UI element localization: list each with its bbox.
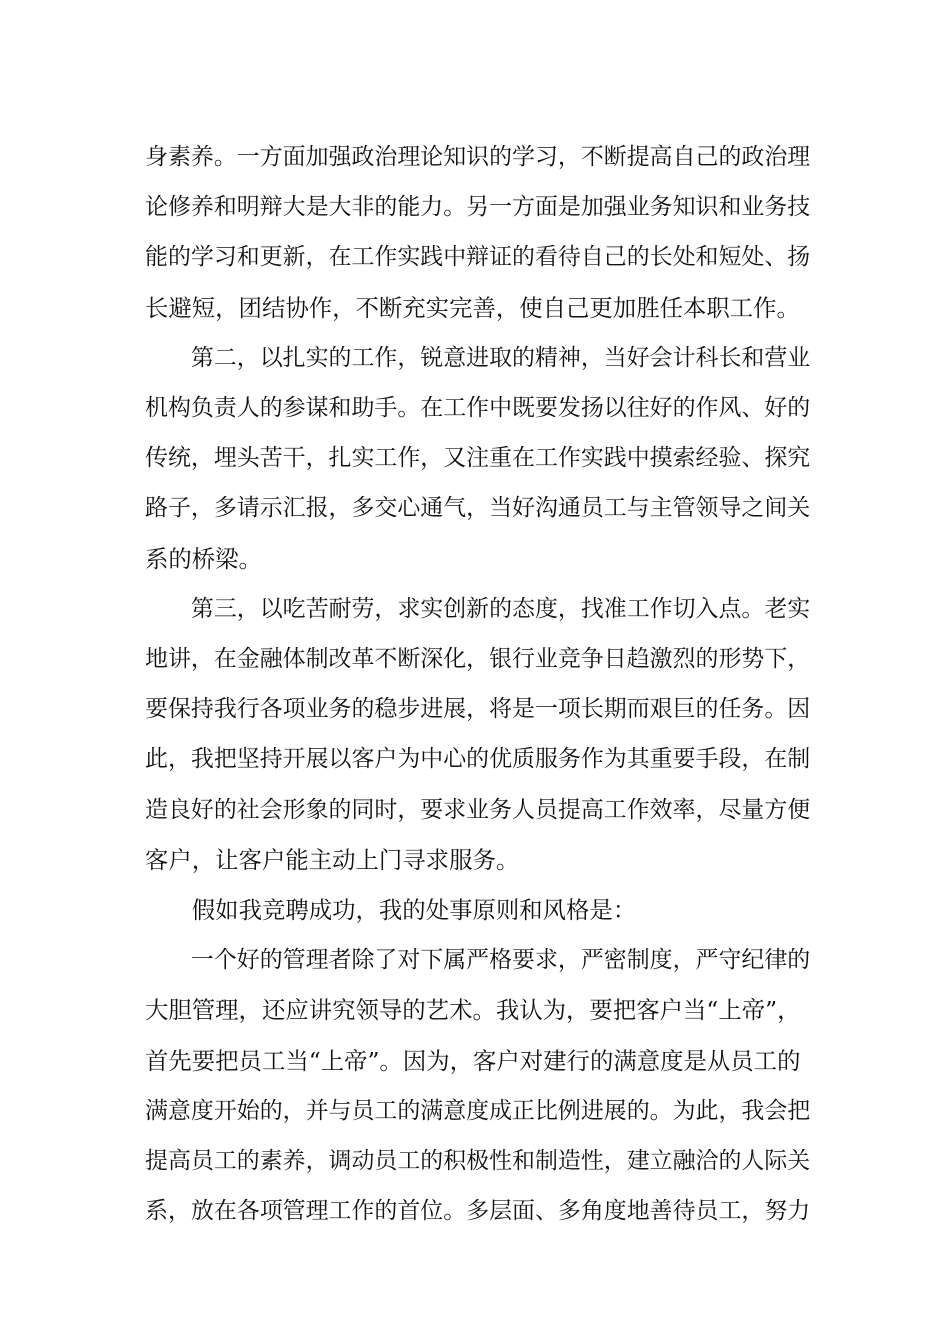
text-line-15: 客户，让客户能主动上门寻求服务。: [145, 845, 520, 874]
text-line-14: 造良好的社会形象的同时，要求业务人员提高工作效率，尽量方便: [145, 796, 811, 823]
text-line-19: 首先要把员工当“上帝”。因为，客户对建行的满意度是从员工的: [145, 1046, 801, 1075]
text-line-5: 第二，以扎实的工作，锐意进取的精神，当好会计科长和营业: [190, 344, 811, 371]
text-line-11: 地讲，在金融体制改革不断深化，银行业竞争日趋激烈的形势下，: [145, 646, 811, 673]
text-line-22: 系，放在各项管理工作的首位。多层面、多角度地善待员工，努力: [145, 1198, 811, 1225]
text-line-16: 假如我竞聘成功，我的处事原则和风格是：: [191, 896, 637, 925]
text-line-6: 机构负责人的参谋和助手。在工作中既要发扬以往好的作风、好的: [145, 395, 811, 422]
text-line-21: 提高员工的素养，调动员工的积极性和制造性，建立融洽的人际关: [145, 1148, 811, 1175]
text-line-18: 大胆管理，还应讲究领导的艺术。我认为，要把客户当“上帝”，: [145, 996, 801, 1025]
text-line-17: 一个好的管理者除了对下属严格要求，严密制度，严守纪律的: [190, 947, 811, 974]
text-line-4: 长避短，团结协作，不断充实完善，使自己更加胜任本职工作。: [145, 293, 800, 322]
text-line-1: 身素养。一方面加强政治理论知识的学习，不断提高自己的政治理: [145, 144, 811, 170]
text-line-13: 此，我把坚持开展以客户为中心的优质服务作为其重要手段，在制: [145, 746, 811, 773]
text-line-2: 论修养和明辩大是大非的能力。另一方面是加强业务知识和业务技: [145, 194, 811, 221]
document-body: [145, 132, 810, 1236]
text-line-20: 满意度开始的，并与员工的满意度成正比例进展的。为此，我会把: [145, 1097, 811, 1124]
text-line-12: 要保持我行各项业务的稳步进展，将是一项长期而艰巨的任务。因: [145, 696, 811, 723]
text-line-9: 系的桥梁。: [145, 544, 262, 573]
text-line-8: 路子，多请示汇报，多交心通气，当好沟通员工与主管领导之间关: [145, 495, 811, 522]
text-line-10: 第三，以吃苦耐劳，求实创新的态度，找准工作切入点。老实: [190, 595, 811, 622]
text-line-3: 能的学习和更新，在工作实践中辩证的看待自己的长处和短处、扬: [145, 244, 811, 271]
text-line-7: 传统，埋头苦干，扎实工作，又注重在工作实践中摸索经验、探究: [145, 445, 811, 472]
